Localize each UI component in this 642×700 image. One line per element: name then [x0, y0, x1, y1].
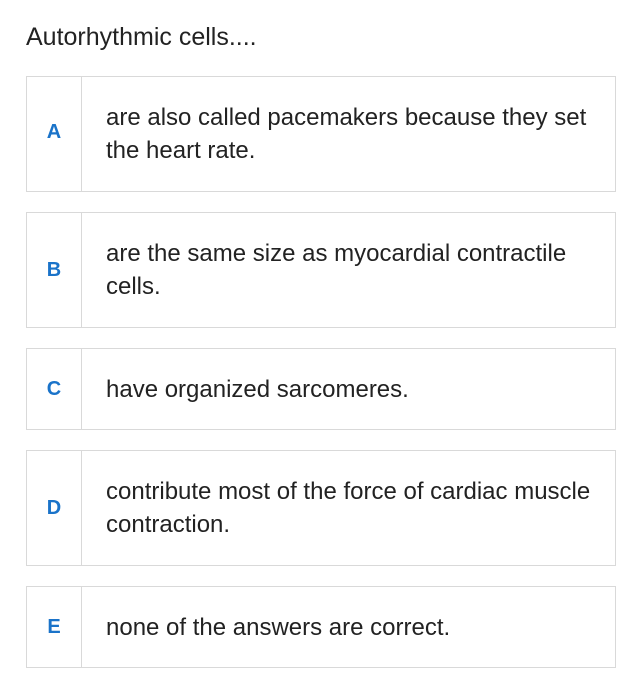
- option-text-b: are the same size as myocardial contractile cells.: [106, 240, 567, 300]
- answer-options-list: [26, 76, 616, 688]
- option-text-d: contribute most of the force of cardiac muscle contraction.: [106, 478, 591, 538]
- option-letter-a: A: [27, 77, 82, 191]
- option-c[interactable]: [26, 348, 616, 430]
- question-text: Autorhythmic cells....: [26, 23, 257, 51]
- option-b[interactable]: [26, 212, 616, 328]
- option-e[interactable]: [26, 586, 616, 668]
- option-a[interactable]: [26, 76, 616, 192]
- option-text-c: have organized sarcomeres.: [106, 375, 409, 403]
- option-text-a: are also called pacemakers because they set the heart rate.: [106, 104, 587, 164]
- option-letter-c: C: [27, 349, 82, 429]
- option-letter-d: D: [27, 451, 82, 565]
- option-letter-b: B: [27, 213, 82, 327]
- option-text-e: none of the answers are correct.: [106, 613, 451, 641]
- option-letter-e: E: [27, 587, 82, 667]
- option-d[interactable]: [26, 450, 616, 566]
